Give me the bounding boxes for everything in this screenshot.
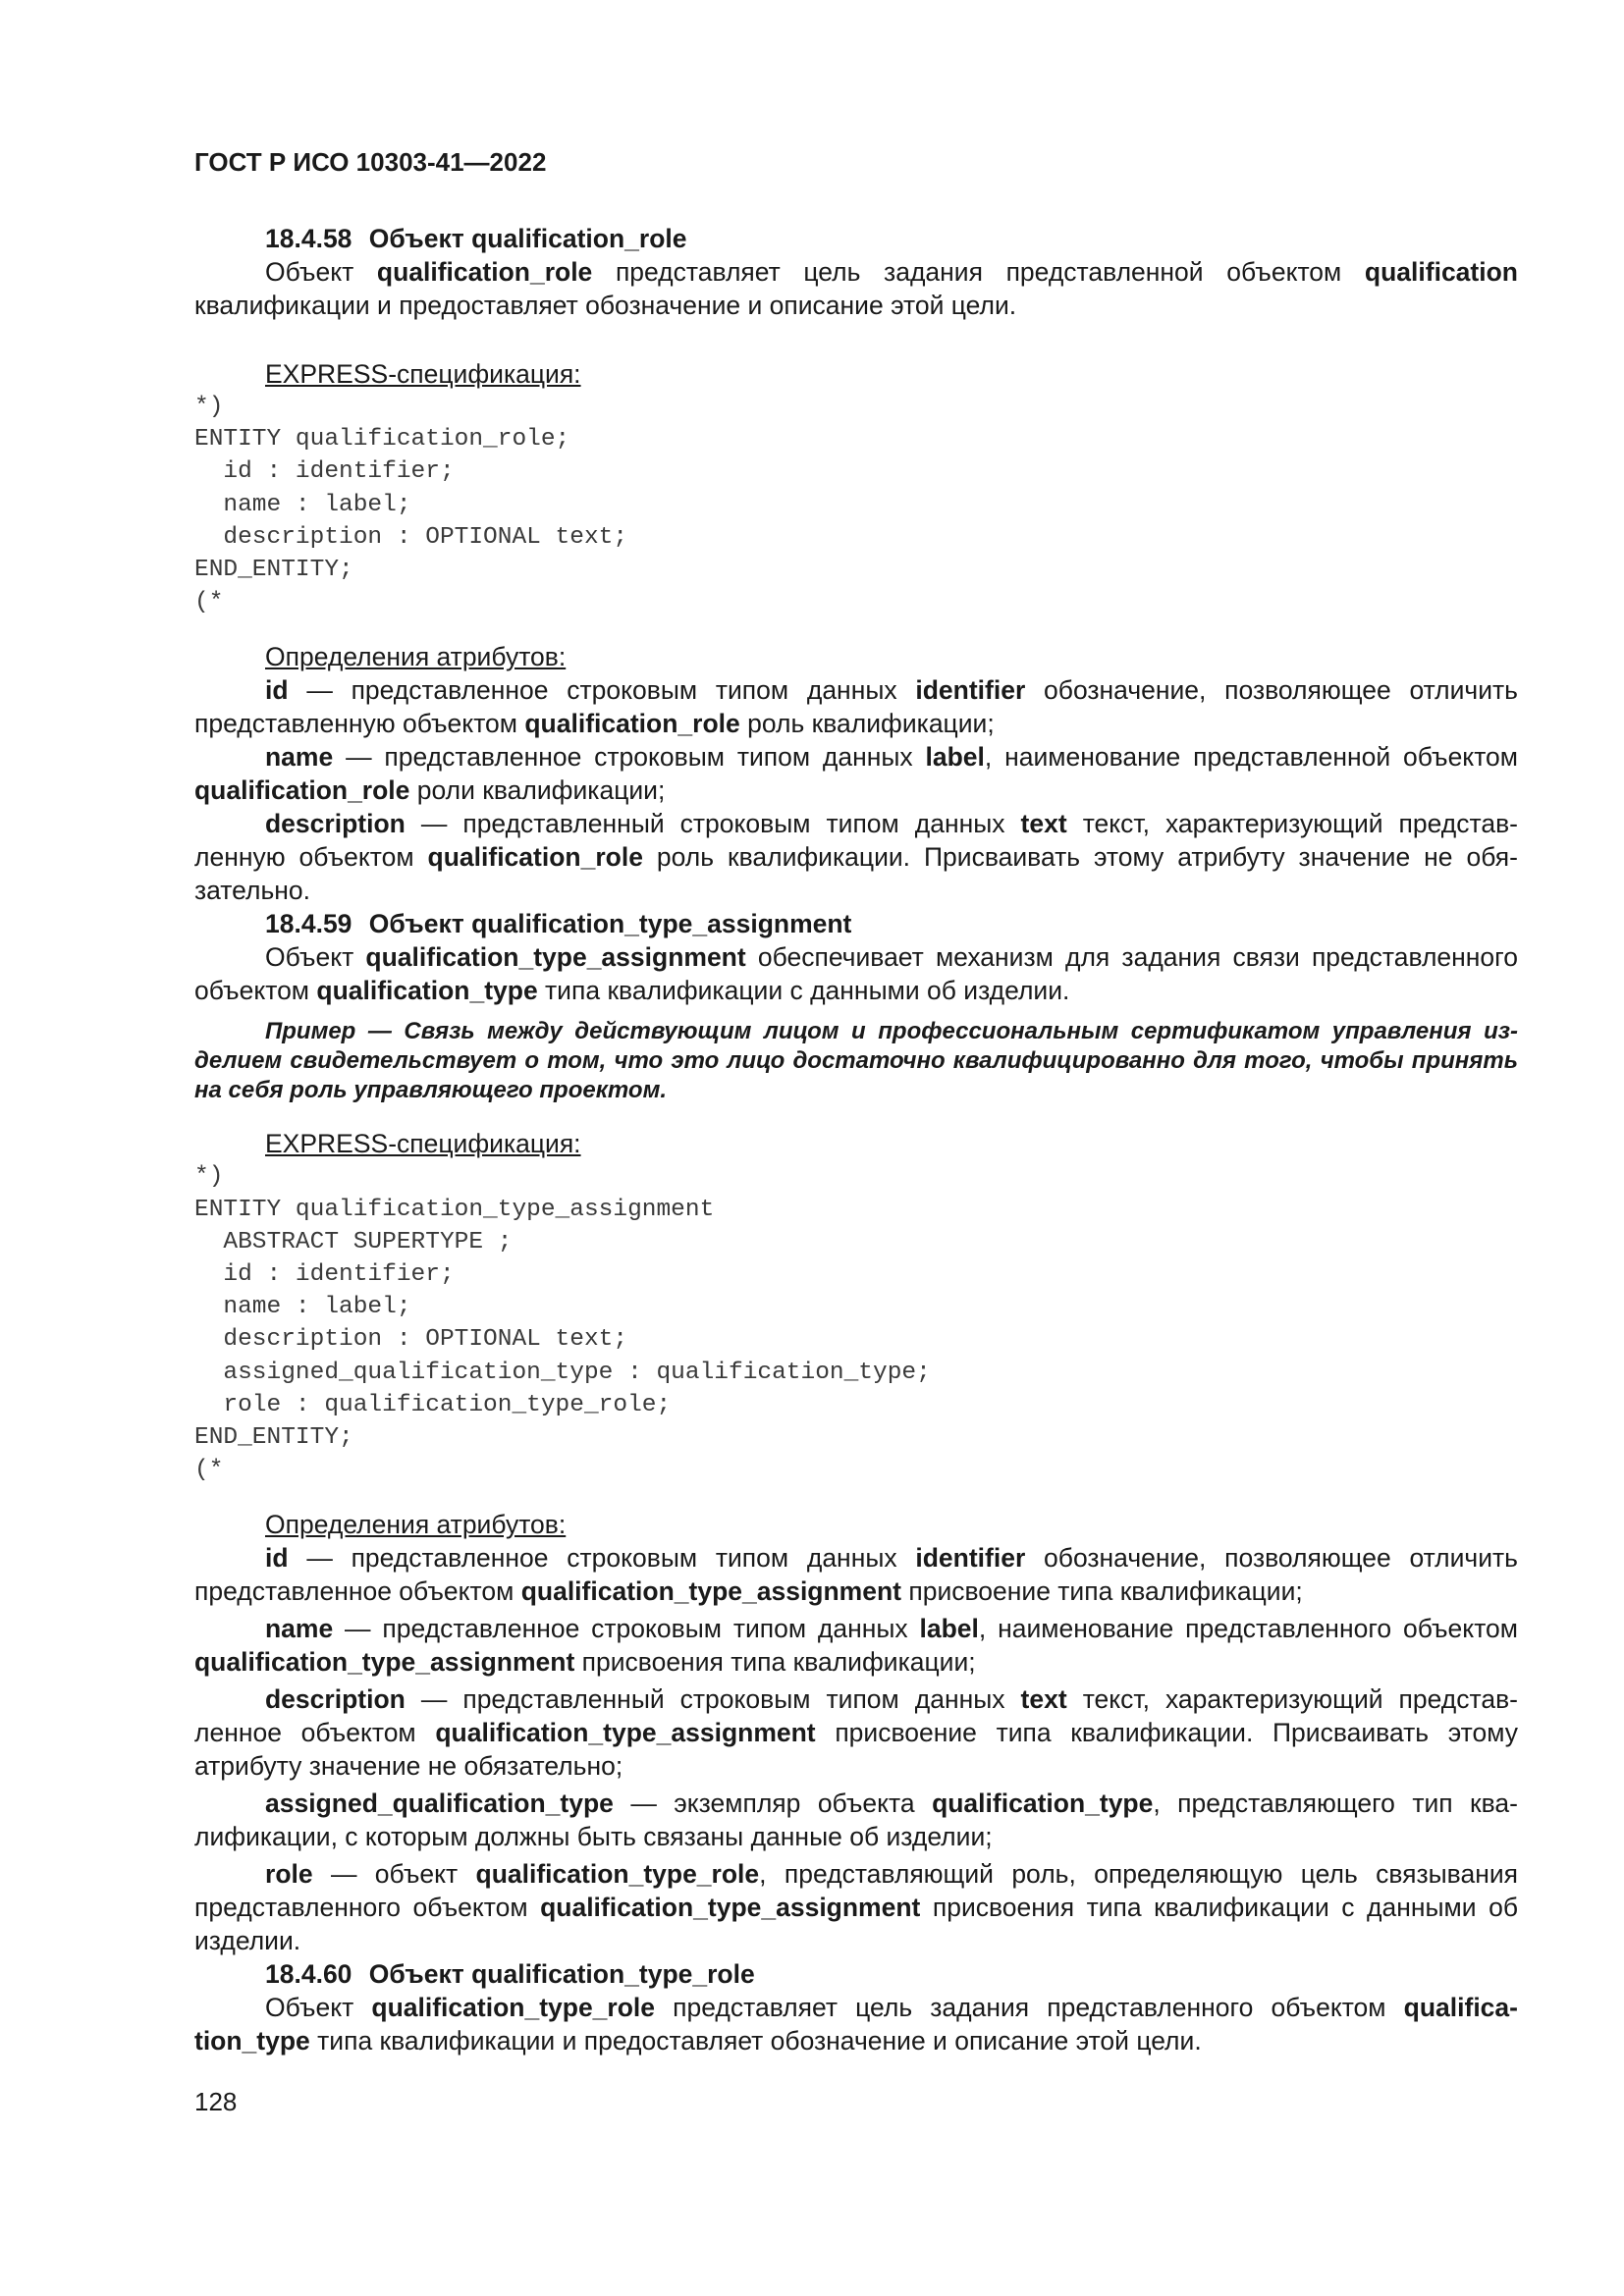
express-code-block	[194, 391, 1518, 618]
entity-name: qualification_type	[194, 1993, 1518, 2056]
attribute-definitions-label: Определения атрибутов:	[265, 1510, 567, 1540]
attribute-definition-role	[194, 1857, 1518, 1957]
text-run: типа квалификации и предоставляет обозначение и описание этой цели.	[309, 2026, 1202, 2056]
page-number: 128	[194, 2087, 238, 2116]
entity-name: qualification_type_assignment	[194, 1647, 575, 1678]
attribute-name: id	[265, 1543, 289, 1574]
text-run: Объект	[265, 257, 377, 287]
text-run: — экземпляр объекта	[613, 1789, 933, 1819]
code-line: role : qualification_type_role;	[194, 1391, 672, 1418]
text-run: — представленное строковым типом данных	[333, 1614, 920, 1644]
code-line: name : label;	[194, 1294, 411, 1321]
attribute-definitions-label: Определения атрибутов:	[265, 642, 567, 672]
text-run: , представляющий роль, определяющую цель связывания представленного объектом	[194, 1859, 1518, 1923]
attribute-name: name	[265, 742, 334, 773]
code-line: ENTITY qualification_type_assignment	[194, 1196, 715, 1223]
attribute-definition-id	[194, 673, 1518, 740]
text-run: роли квалификации;	[409, 775, 666, 806]
text-run: — представленное строковым типом данных	[333, 742, 926, 773]
text-run: обеспечивает механизм для задания связи представленного объектом	[194, 942, 1518, 1006]
text-run: , наименование представленной объектом	[984, 742, 1518, 773]
text-run: , представляющего тип квалификации, с которым должны быть связаны данные об изделии;	[194, 1789, 1518, 1852]
entity-name: qualification_type_role	[371, 1993, 656, 2023]
express-spec-label: EXPRESS-спецификация:	[265, 359, 581, 389]
text-run: представляет цель задания представленной объектом	[592, 257, 1365, 287]
text-run: Объект	[265, 1993, 372, 2023]
text-run: Объект	[265, 942, 366, 973]
entity-name: qualification_type	[932, 1789, 1154, 1819]
code-line: *)	[194, 1163, 224, 1191]
document-body	[194, 222, 1518, 2057]
express-code-block	[194, 1160, 1518, 1486]
entity-name: qualification_type	[316, 976, 538, 1006]
text-run: — представленное строковым типом данных	[288, 1543, 916, 1574]
code-line: END_ENTITY;	[194, 1424, 353, 1452]
code-line: (*	[194, 589, 224, 616]
text-run: квалификации и предоставляет обозначение и описание этой цели.	[194, 291, 1017, 320]
attribute-name: description	[265, 809, 406, 839]
entity-name: qualification_type_assignment	[365, 942, 746, 973]
document-header: ГОСТ Р ИСО 10303-41—2022	[194, 147, 547, 177]
text-run: представляет цель задания представленного объектом	[655, 1993, 1404, 2023]
code-line: assigned_qualification_type : qualification_type;	[194, 1359, 931, 1386]
type-name: text	[1020, 809, 1067, 839]
attribute-name: description	[265, 1684, 406, 1715]
text-run: роль квалификации;	[739, 709, 995, 739]
attribute-name: assigned_qualification_type	[265, 1789, 614, 1819]
section-59-paragraph	[194, 940, 1518, 1007]
text-run: — представленный строковым типом данных	[405, 1684, 1021, 1715]
attribute-definition-description	[194, 1682, 1518, 1783]
attribute-name: name	[265, 1614, 334, 1644]
code-line: name : label;	[194, 491, 411, 518]
code-line: (*	[194, 1457, 224, 1484]
attribute-definition-name	[194, 740, 1518, 807]
code-line: description : OPTIONAL text;	[194, 1326, 628, 1354]
section-heading-18-4-59	[194, 907, 1518, 940]
code-line: ABSTRACT SUPERTYPE ;	[194, 1228, 513, 1255]
text-run: типа квалификации с данными об изделии.	[537, 976, 1070, 1006]
section-number: 18.4.59	[265, 909, 352, 939]
text-run: — представленное строковым типом данных	[288, 675, 916, 706]
section-number: 18.4.60	[265, 1959, 352, 1990]
entity-name: qualification	[1364, 257, 1518, 287]
text-run: присвоения типа квалификации с данными об изделии.	[194, 1893, 1518, 1956]
section-heading-18-4-58	[194, 222, 1518, 255]
type-name: identifier	[915, 1543, 1026, 1574]
type-name: text	[1020, 1684, 1067, 1715]
text-run: присвоение типа квалификации. Присваивать этому атрибуту значение не обязательно;	[194, 1718, 1519, 1782]
entity-name: qualification_role	[524, 709, 740, 739]
attribute-name: id	[265, 675, 289, 706]
entity-name: qualification_type_assignment	[540, 1893, 921, 1923]
section-title: Объект qualification_role	[368, 224, 687, 253]
text-run: присвоения типа квалификации;	[574, 1647, 976, 1678]
code-line: ENTITY qualification_role;	[194, 426, 570, 454]
attribute-name: role	[265, 1859, 313, 1890]
section-60-paragraph	[194, 1991, 1518, 2057]
text-run: текст, характеризующий представленное объектом	[194, 1684, 1518, 1748]
attribute-definition-description	[194, 807, 1518, 907]
text-run: — представленный строковым типом данных	[405, 809, 1021, 839]
type-name: identifier	[915, 675, 1026, 706]
type-name: label	[925, 742, 985, 773]
entity-name: qualification_type_assignment	[435, 1718, 816, 1748]
entity-name: qualification_type_role	[475, 1859, 760, 1890]
code-line: id : identifier;	[194, 458, 455, 486]
text-run: присвоение типа квалификации;	[901, 1576, 1303, 1607]
section-title: Объект qualification_type_role	[368, 1959, 755, 1990]
code-line: id : identifier;	[194, 1261, 455, 1289]
type-name: label	[919, 1614, 979, 1644]
express-spec-label: EXPRESS-спецификация:	[265, 1129, 581, 1159]
code-line: description : OPTIONAL text;	[194, 523, 628, 551]
section-heading-18-4-60	[194, 1957, 1518, 1991]
text-run: обозначение, позволяющее отличить представленную объектом	[194, 675, 1518, 739]
attribute-definition-name	[194, 1612, 1518, 1679]
attribute-definition-id	[194, 1541, 1518, 1608]
text-run: , наименование представленного объектом	[978, 1614, 1518, 1644]
section-58-paragraph	[194, 255, 1518, 322]
text-run: текст, характеризующий представленную объектом	[194, 809, 1518, 873]
text-run: — объект	[312, 1859, 476, 1890]
entity-name: qualification_role	[194, 775, 410, 806]
section-title: Объект qualification_type_assignment	[368, 909, 852, 939]
entity-name: qualification_role	[427, 842, 643, 873]
code-line: *)	[194, 394, 224, 420]
text-run: роль квалификации. Присваивать этому атрибуту значение не обязательно.	[194, 842, 1518, 906]
attribute-definition-assigned-qualification-type	[194, 1787, 1518, 1853]
text-run: обозначение, позволяющее отличить представленное объектом	[194, 1543, 1518, 1607]
section-number: 18.4.58	[265, 224, 352, 253]
code-line: END_ENTITY;	[194, 557, 353, 584]
example-note: Пример — Связь между действующим лицом и профессиональным сертификатом управления изделием свидетельствует о том, что это лицо достаточно квалифицированно для того, чтобы принять на себя роль управляющего проектом.	[194, 1018, 1518, 1104]
entity-name: qualification_type_assignment	[520, 1576, 901, 1607]
entity-name: qualification_role	[376, 257, 593, 287]
